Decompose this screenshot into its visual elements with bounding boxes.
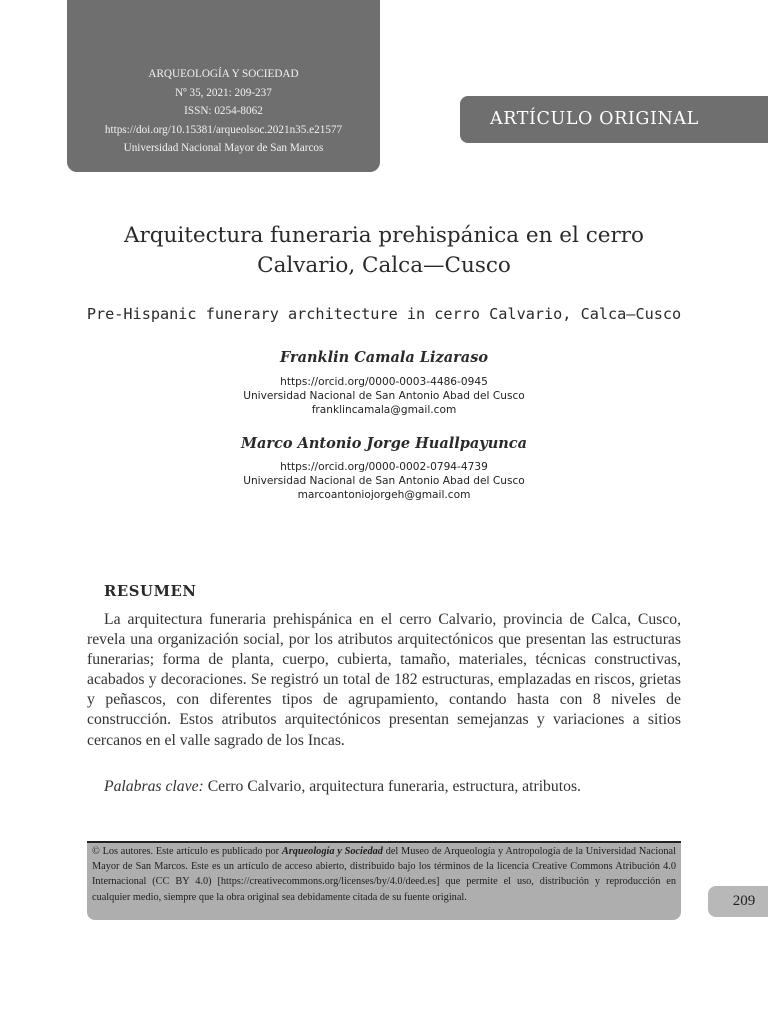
- author-info-2: [0, 460, 768, 502]
- license-text-start: © Los autores. Este artículo es publicado por: [92, 846, 282, 857]
- author-orcid-link-1[interactable]: https://orcid.org/0000-0003-4486-0945: [280, 376, 488, 388]
- journal-issn: ISSN: 0254-8062: [184, 105, 263, 118]
- author-affiliation-1: Universidad Nacional de San Antonio Abad del Cusco: [243, 390, 525, 402]
- author-email-link-2[interactable]: marcoantoniojorgeh@gmail.com: [297, 489, 471, 501]
- journal-issue: Nº 35, 2021: 209-237: [175, 86, 272, 99]
- journal-info-box: [67, 0, 380, 172]
- abstract-paragraph: La arquitectura funeraria prehispánica en el cerro Calvario, provincia de Calca, Cusco, revela una organización social, por los atributos arquitectónicos que presentan las estructuras funerarias; forma de planta, cuerpo, cubierta, tamaño, materiales, técnicas constructivas, acabados y decoraciones. Se registró un total de 182 estructuras, emplazadas en riscos, grietas y peñascos, con diferentes tipos de agrupamiento, contando hasta con 8 niveles de construcción. Estos atributos arquitectónicos presentan semejanzas y variaciones a sitios cercanos en el valle sagrado de los Incas.: [87, 611, 681, 749]
- author-orcid-link-2[interactable]: https://orcid.org/0000-0002-0794-4739: [280, 461, 488, 473]
- author-email-link-1[interactable]: franklincamala@gmail.com: [311, 404, 457, 416]
- author-info-1: [0, 375, 768, 417]
- author-name-1: Franklin Camala Lizaraso: [279, 349, 489, 366]
- article-title: [60, 221, 708, 281]
- article-subtitle: Pre-Hispanic funerary architecture in cerro Calvario, Calca—Cusco: [86, 305, 682, 323]
- journal-doi-link[interactable]: https://doi.org/10.15381/arqueolsoc.2021n35.e21577: [104, 123, 343, 136]
- journal-name: ARQUEOLOGÍA Y SOCIEDAD: [148, 68, 299, 80]
- title-line-2: Calvario, Calca—Cusco: [257, 253, 511, 278]
- keywords-label: Palabras clave:: [104, 778, 204, 795]
- abstract-heading: RESUMEN: [104, 583, 197, 600]
- keywords-line: [104, 778, 581, 796]
- license-notice: [87, 843, 681, 920]
- journal-university: Universidad Nacional Mayor de San Marcos: [123, 142, 324, 155]
- page-number: 209: [708, 886, 768, 917]
- keywords-text: Cerro Calvario, arquitectura funeraria, estructura, atributos.: [207, 778, 581, 795]
- author-affiliation-2: Universidad Nacional de San Antonio Abad del Cusco: [243, 475, 525, 487]
- license-journal-name: Arqueología y Sociedad: [281, 846, 383, 857]
- author-name-2: Marco Antonio Jorge Huallpayunca: [240, 435, 528, 452]
- article-type-tag: ARTÍCULO ORIGINAL: [460, 96, 768, 143]
- title-line-1: Arquitectura funeraria prehispánica en el cerro: [123, 223, 644, 248]
- license-text-end: del Museo de Arqueología y Antropología de la Universidad Nacional Mayor de San Marcos. Este es un artículo de acceso abierto, distribuido bajo los términos de la licencia Creative Commons Atribución 4.0 Internacional (CC BY 4.0) [https://creativecommons.org/licenses/by/4.0/deed.es] que permite el uso, distribución y reproducción en cualquier medio, siempre que la obra original sea debidamente citada de su fuente original.: [92, 846, 676, 903]
